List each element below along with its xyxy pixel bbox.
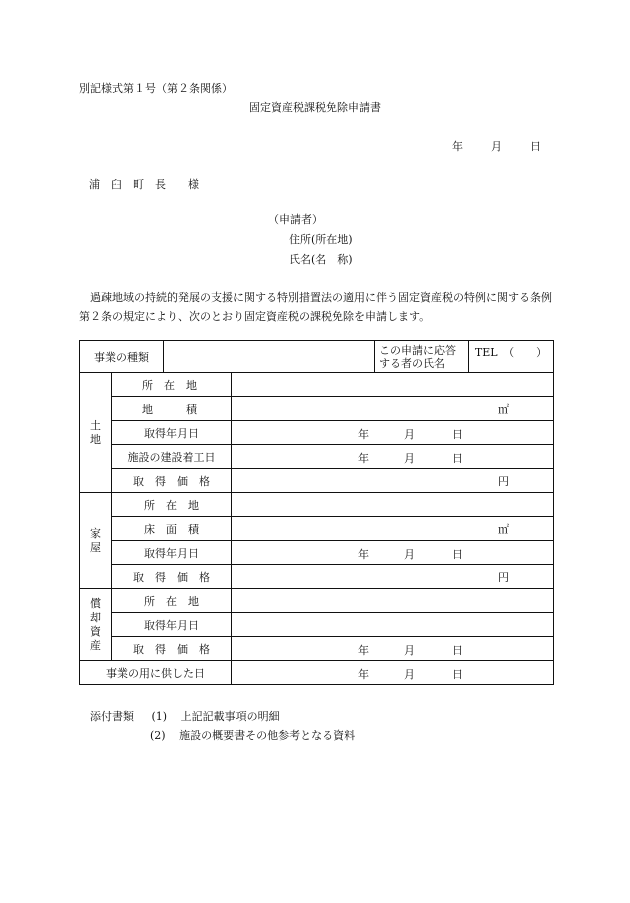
- land-location-label: 所 在 地: [112, 373, 232, 397]
- attachment-2-text: 施設の概要書その他参考となる資料: [179, 729, 356, 742]
- land-price-field[interactable]: 円: [232, 469, 554, 493]
- house-location-field[interactable]: [232, 493, 554, 517]
- body-text: 過疎地域の持続的発展の支援に関する特別措置法の適用に伴う固定資産税の特例に関する条例第２条の規定により、次のとおり固定資産税の課税免除を申請します。: [79, 291, 552, 323]
- house-floor-area-label: 床 面 積: [112, 517, 232, 541]
- house-acquired-label: 取得年月日: [112, 541, 232, 565]
- land-construction-field[interactable]: 年 月 日: [232, 445, 554, 469]
- table-row: [80, 421, 554, 445]
- depreciable-price-label: 取 得 価 格: [112, 637, 232, 661]
- table-row: [80, 613, 554, 637]
- date-month: 月: [491, 140, 502, 153]
- table-row: [80, 661, 554, 685]
- application-table: [79, 340, 554, 685]
- date-year: 年: [452, 140, 463, 153]
- document-title: 固定資産税課税免除申請書: [249, 101, 381, 114]
- depreciable-acquired-label: 取得年月日: [112, 613, 232, 637]
- business-date-field[interactable]: 年 月 日: [232, 661, 554, 685]
- table-row: [80, 517, 554, 541]
- attachments-label: 添付書類: [90, 710, 134, 723]
- business-date-label: 事業の用に供した日: [80, 661, 232, 685]
- table-row: [80, 445, 554, 469]
- land-area-label: 地 積: [112, 397, 232, 421]
- application-date: [452, 138, 541, 154]
- land-acquired-field[interactable]: 年 月 日: [232, 421, 554, 445]
- attachment-1-number: (1): [151, 710, 168, 723]
- land-category: 土 地: [80, 373, 112, 493]
- table-row: [80, 373, 554, 397]
- table-row: [80, 397, 554, 421]
- land-location-field[interactable]: [232, 373, 554, 397]
- table-row: [80, 493, 554, 517]
- house-location-label: 所 在 地: [112, 493, 232, 517]
- applicant-name-label: 氏名(名 称): [289, 253, 353, 266]
- attachment-2-number: (2): [150, 729, 166, 742]
- table-row: [80, 469, 554, 493]
- table-row: [80, 637, 554, 661]
- depreciable-assets-category: 償 却 資 産: [80, 589, 112, 661]
- contact-person-label: この申請に応答 する者の氏名: [375, 341, 469, 373]
- table-row: [80, 541, 554, 565]
- house-category: 家 屋: [80, 493, 112, 589]
- contact-tel-field[interactable]: TEL （ ）: [469, 341, 554, 373]
- attachment-1-text: 上記記載事項の明細: [180, 710, 280, 723]
- attachments-line-1: [90, 708, 280, 724]
- table-row: [80, 341, 554, 373]
- applicant-address-label: 住所(所在地): [289, 233, 353, 246]
- attachments-line-2: [150, 727, 355, 743]
- land-construction-label: 施設の建設着工日: [112, 445, 232, 469]
- depreciable-acquired-field[interactable]: [232, 613, 554, 637]
- table-row: [80, 565, 554, 589]
- depreciable-location-field[interactable]: [232, 589, 554, 613]
- depreciable-location-label: 所 在 地: [112, 589, 232, 613]
- land-acquired-label: 取得年月日: [112, 421, 232, 445]
- depreciable-price-field[interactable]: 年 月 日: [232, 637, 554, 661]
- land-price-label: 取 得 価 格: [112, 469, 232, 493]
- business-type-label: 事業の種類: [80, 341, 164, 373]
- land-area-field[interactable]: ㎡: [232, 397, 554, 421]
- house-floor-area-field[interactable]: ㎡: [232, 517, 554, 541]
- form-identifier: 別記様式第１号（第２条関係）: [79, 82, 233, 95]
- house-price-field[interactable]: 円: [232, 565, 554, 589]
- business-type-field[interactable]: [164, 341, 375, 373]
- table-row: [80, 589, 554, 613]
- house-price-label: 取 得 価 格: [112, 565, 232, 589]
- applicant-label: （申請者）: [268, 213, 323, 226]
- house-acquired-field[interactable]: 年 月 日: [232, 541, 554, 565]
- addressee: 浦 臼 町 長 様: [89, 178, 199, 191]
- date-day: 日: [530, 140, 541, 153]
